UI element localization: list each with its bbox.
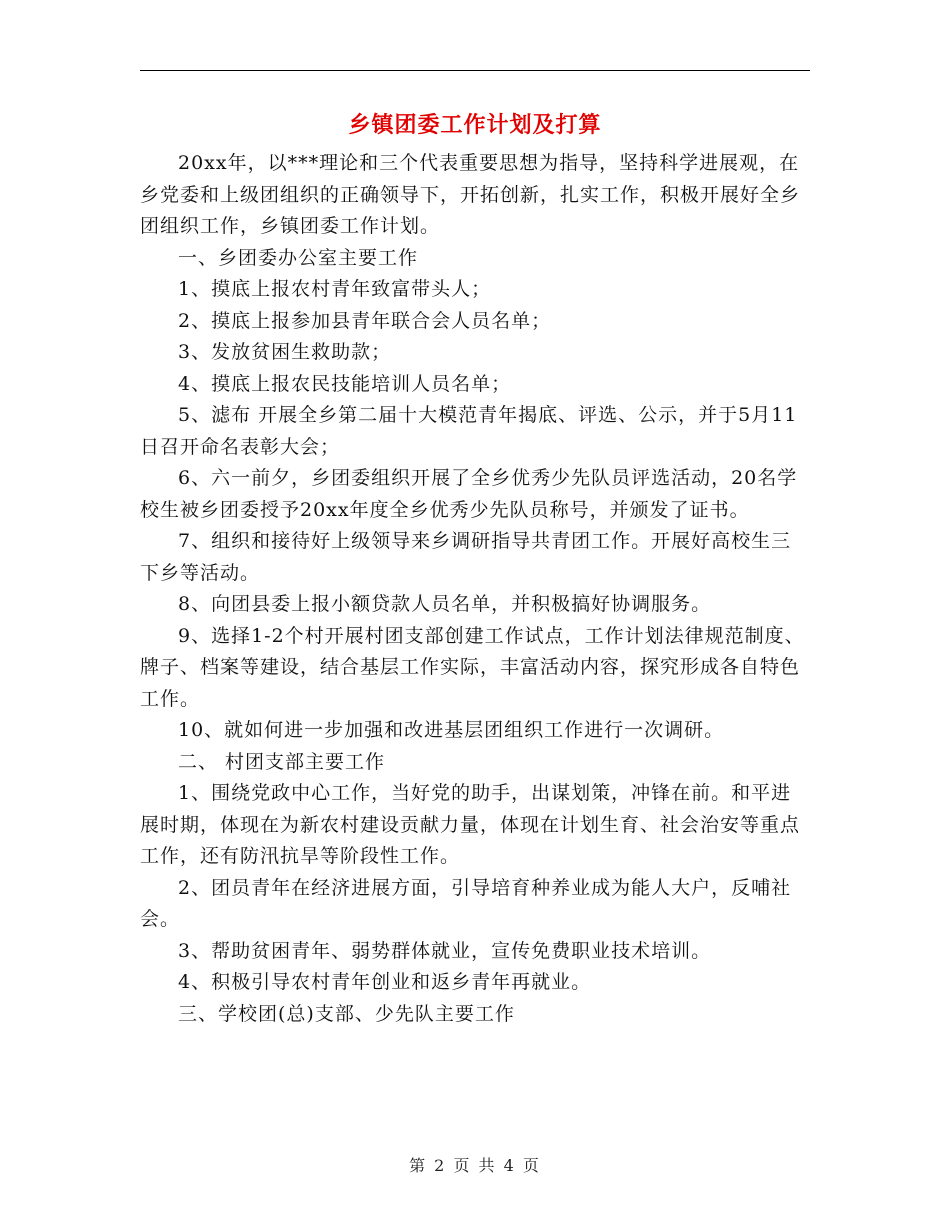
list-item: 1、摸底上报农村青年致富带头人； — [178, 278, 492, 300]
list-item: 7、组织和接待好上级领导来乡调研指导共青团工作。开展好高校生三下乡等活动。 — [140, 530, 792, 584]
list-item: 8、向团县委上报小额贷款人员名单，并积极搞好协调服务。 — [178, 593, 712, 615]
section-heading-3: 三、学校团(总)支部、少先队主要工作 — [178, 1002, 515, 1025]
intro-paragraph: 20xx年，以***理论和三个代表重要思想为指导，坚持科学进展观，在乡党委和上级团组织的正确领导下，开拓创新，扎实工作，积极开展好全乡团组织工作，乡镇团委工作计划。 — [140, 152, 801, 237]
page-number-footer: 第 2 页 共 4 页 — [409, 1156, 541, 1175]
list-item: 3、发放贫困生救助款； — [178, 341, 392, 363]
list-item: 9、选择1-2个村开展村团支部创建工作试点，工作计划法律规范制度、牌子、档案等建设，结合基层工作实际，丰富活动内容，探究形成各自特色工作。 — [140, 624, 805, 710]
section-heading-1: 一、乡团委办公室主要工作 — [178, 246, 419, 269]
page-title: 乡镇团委工作计划及打算 — [348, 113, 602, 138]
list-item: 10、就如何进一步加强和改进基层团组织工作进行一次调研。 — [178, 719, 725, 741]
list-item: 2、团员青年在经济进展方面，引导培育种养业成为能人大户，反哺社会。 — [140, 876, 792, 930]
list-item: 4、摸底上报农民技能培训人员名单； — [178, 372, 512, 395]
list-item: 1、围绕党政中心工作，当好党的助手，出谋划策，冲锋在前。和平进展时期，体现在为新农村建设贡献力量，体现在计划生育、社会治安等重点工作，还有防汛抗旱等阶段性工作。 — [140, 782, 801, 867]
section-heading-2: 二、 村团支部主要工作 — [178, 750, 386, 773]
list-item: 4、积极引导农村青年创业和返乡青年再就业。 — [178, 971, 592, 993]
list-item: 6、六一前夕，乡团委组织开展了全乡优秀少先队员评选活动，20名学校生被乡团委授予20xx年度全乡优秀少先队员称号，并颁发了证书。 — [140, 467, 798, 521]
list-item: 5、滤布 开展全乡第二届十大模范青年揭底、评选、公示，并于5月11日召开命名表彰大会； — [140, 404, 798, 458]
document-body — [140, 148, 810, 1030]
list-item: 2、摸底上报参加县青年联合会人员名单； — [178, 309, 552, 332]
header-rule — [140, 70, 810, 71]
list-item: 3、帮助贫困青年、弱势群体就业，宣传免费职业技术培训。 — [178, 939, 712, 962]
